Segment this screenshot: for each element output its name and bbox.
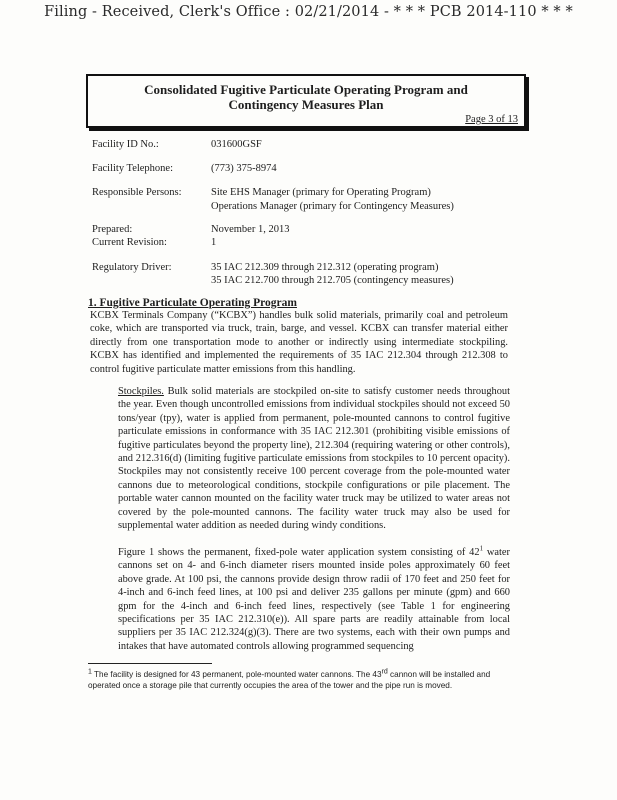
footnote-divider (88, 663, 212, 664)
stockpiles-paragraph (118, 385, 510, 532)
prepared-value: November 1, 2013 (211, 224, 290, 235)
responsible-value-2: Operations Manager (primary for Contingency Measures) (211, 201, 454, 212)
revision-value: 1 (211, 237, 217, 248)
regulatory-value-2: 35 IAC 212.700 through 212.705 (contingency measures) (211, 275, 454, 286)
stockpiles-text: Bulk solid materials are stockpiled on-site to satisfy customer needs throughout the year. Even though uncontrolled emissions from individual stockpiles should not exceed 50 tons/year (tpy), water is applied from permanent, pole-mounted cannons to control fugitive particulate emissions in conformance with 35 IAC 212.301 (prohibiting visible emissions of fugitive particulates beyond the property line), 212.304 (requiring watering or other controls), and 212.316(d) (limiting fugitive particulate emissions from stockpiles to 10 percent opacity). Stockpiles may not consistently receive 100 percent coverage from the pole-mounted water cannons due to meteorological conditions, stockpile configurations or pile placement. The portable water cannon mounted on the facility water truck may be utilized to water areas not covered by the pole-mounted cannons. The facility water truck may also be used for supplemental water addition as needed during windy conditions. (118, 386, 510, 532)
telephone-value: (773) 375-8974 (211, 163, 277, 174)
document-title-line-2: Contingency Measures Plan (228, 97, 384, 112)
facility-id-value: 031600GSF (211, 139, 262, 150)
footnote-sup: rd (381, 668, 388, 676)
footnote-text-b: cannon will be installed and operated once a storage pile that currently occupies the area of the tower and the pipe run is moved. (88, 670, 491, 690)
responsible-label: Responsible Persons: (92, 187, 182, 198)
telephone-label: Facility Telephone: (92, 163, 174, 174)
filing-stamp: Filing - Received, Clerk's Office : 02/21/2014 - * * * PCB 2014-110 * * * (44, 4, 573, 20)
footnote-ref: 1 (479, 544, 484, 553)
revision-label: Current Revision: (92, 237, 167, 248)
footnote-mark: 1 (88, 668, 92, 676)
intro-paragraph: KCBX Terminals Company (“KCBX”) handles bulk solid materials, primarily coal and petroleum coke, which are transported via truck, train, barge, and vessel. KCBX can transfer material either directly from one transportation mode to another or indirectly using intermediate stockpiling. KCBX has identified and implemented the requirements of 35 IAC 212.304 through 212.308 to control fugitive particulate matter emissions from this handling. (90, 310, 508, 375)
regulatory-label: Regulatory Driver: (92, 262, 172, 273)
footnote (88, 669, 508, 691)
responsible-value-1: Site EHS Manager (primary for Operating Program) (211, 187, 431, 198)
title-box (86, 74, 526, 128)
prepared-label: Prepared: (92, 224, 133, 235)
regulatory-value-1: 35 IAC 212.309 through 212.312 (operating program) (211, 262, 439, 273)
figure-text-a: Figure 1 shows the permanent, fixed-pole water application system consisting of 42 (118, 547, 480, 558)
figure-text-b: water cannons set on 4- and 6-inch diameter risers mounted inside poles approximately 60 feet above grade. At 100 psi, the cannons provide design throw radii of 170 feet and 250 feet for 4-inch and 6-inch feed lines, at 100 psi and deliver 235 gallons per minute (gpm) and 660 gpm for the 4-inch and 6-inch feed lines, respectively (see Table 1 for engineering specifications per 35 IAC 212.310(e)). All spare parts are readily attainable from local suppliers per 35 IAC 212.324(g)(3). There are two systems, each with their own pumps and intakes that have automated controls allowing programmed sequencing (118, 547, 510, 652)
footnote-text-a: The facility is designed for 43 permanent, pole-mounted water cannons. The 43 (91, 670, 382, 679)
page-number: Page 3 of 13 (465, 114, 518, 125)
figure-paragraph (118, 546, 510, 653)
stockpiles-label: Stockpiles. (118, 386, 164, 397)
facility-id-label: Facility ID No.: (92, 139, 159, 150)
document-title-line-1: Consolidated Fugitive Particulate Operating Program and (144, 82, 468, 97)
section-heading: 1. Fugitive Particulate Operating Program (88, 297, 297, 309)
